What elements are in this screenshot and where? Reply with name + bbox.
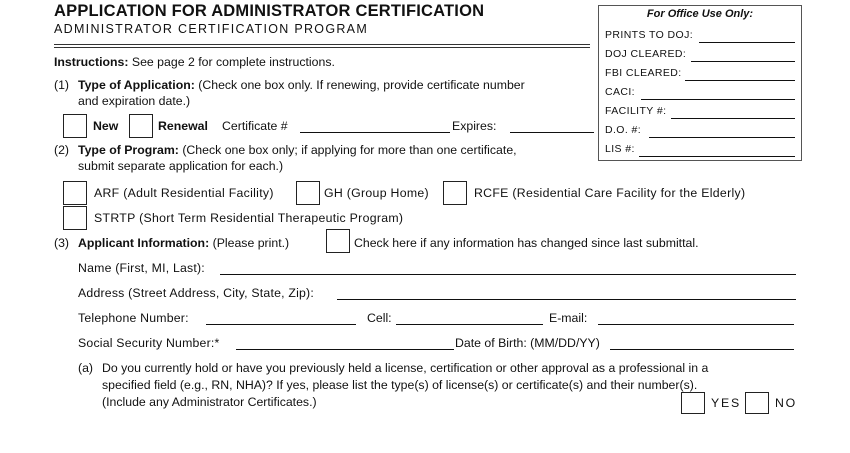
question-a-line1: Do you currently hold or have you previously held a license, certification or other approval as a professional in a xyxy=(102,361,709,375)
program-subtitle: ADMINISTRATOR CERTIFICATION PROGRAM xyxy=(54,22,369,36)
section-2-instructions: (Check one box only; if applying for more than one certificate, xyxy=(182,143,517,157)
lis-number-label: LIS #: xyxy=(605,143,635,155)
doj-cleared-field[interactable] xyxy=(691,61,795,62)
cell-label: Cell: xyxy=(367,311,392,325)
certificate-number-label: Certificate # xyxy=(222,119,288,133)
no-label: NO xyxy=(775,396,798,410)
strtp-label: STRTP (Short Term Residential Therapeutic Program) xyxy=(94,211,404,225)
renewal-checkbox[interactable] xyxy=(129,114,153,138)
yes-checkbox[interactable] xyxy=(681,392,705,414)
facility-number-label: FACILITY #: xyxy=(605,105,667,117)
address-field[interactable] xyxy=(337,299,796,300)
dob-label: Date of Birth: (MM/DD/YY) xyxy=(455,336,600,350)
section-2-line1 xyxy=(78,143,517,157)
gh-label: GH (Group Home) xyxy=(324,186,429,200)
caci-field[interactable] xyxy=(641,99,795,100)
gh-checkbox[interactable] xyxy=(296,181,320,205)
section-1-number: (1) xyxy=(54,78,70,92)
section-2-line2: submit separate application for each.) xyxy=(78,159,284,173)
ssn-label: Social Security Number:* xyxy=(78,336,220,350)
do-number-field[interactable] xyxy=(649,137,795,138)
form-title: APPLICATION FOR ADMINISTRATOR CERTIFICATION xyxy=(54,2,485,20)
no-checkbox[interactable] xyxy=(745,392,769,414)
telephone-field[interactable] xyxy=(206,324,356,325)
section-3-number: (3) xyxy=(54,236,70,250)
section-3-line1 xyxy=(78,236,289,250)
arf-label: ARF (Adult Residential Facility) xyxy=(94,186,274,200)
ssn-field[interactable] xyxy=(236,349,454,350)
renewal-label: Renewal xyxy=(158,119,208,133)
telephone-label: Telephone Number: xyxy=(78,311,189,325)
expires-label: Expires: xyxy=(452,119,497,133)
section-2-heading: Type of Program: xyxy=(78,143,179,157)
yes-label: YES xyxy=(711,396,742,410)
new-label: New xyxy=(93,119,119,133)
header-divider xyxy=(54,44,590,45)
fbi-cleared-label: FBI CLEARED: xyxy=(605,67,682,79)
address-label: Address (Street Address, City, State, Zip): xyxy=(78,286,314,300)
section-1-instructions: (Check one box only. If renewing, provide certificate number xyxy=(198,78,525,92)
do-number-label: D.O. #: xyxy=(605,124,642,136)
info-changed-checkbox[interactable] xyxy=(326,229,350,253)
question-a-line2: specified field (e.g., RN, NHA)? If yes, please list the type(s) of license(s) or certificate(s) and their number(s). xyxy=(102,378,698,392)
instructions xyxy=(54,55,335,69)
new-checkbox[interactable] xyxy=(63,114,87,138)
question-a-label: (a) xyxy=(78,361,94,375)
expires-field[interactable] xyxy=(510,132,594,133)
office-use-heading: For Office Use Only: xyxy=(646,8,754,20)
lis-number-field[interactable] xyxy=(639,156,795,157)
section-2-number: (2) xyxy=(54,143,70,157)
caci-label: CACI: xyxy=(605,86,636,98)
rcfe-label: RCFE (Residential Care Facility for the Elderly) xyxy=(474,186,746,200)
arf-checkbox[interactable] xyxy=(63,181,87,205)
facility-number-field[interactable] xyxy=(671,118,795,119)
info-changed-label: Check here if any information has changed since last submittal. xyxy=(354,236,699,250)
doj-cleared-label: DOJ CLEARED: xyxy=(605,48,687,60)
dob-field[interactable] xyxy=(610,349,794,350)
prints-to-doj-field[interactable] xyxy=(699,42,795,43)
email-label: E-mail: xyxy=(549,311,588,325)
cell-field[interactable] xyxy=(396,324,543,325)
name-label: Name (First, MI, Last): xyxy=(78,261,205,275)
instructions-label: Instructions: xyxy=(54,55,129,69)
prints-to-doj-label: PRINTS TO DOJ: xyxy=(605,29,694,41)
certificate-number-field[interactable] xyxy=(300,132,450,133)
section-1-line2: and expiration date.) xyxy=(78,94,191,108)
email-field[interactable] xyxy=(598,324,794,325)
header-divider-2 xyxy=(54,47,590,48)
name-field[interactable] xyxy=(220,274,796,275)
fbi-cleared-field[interactable] xyxy=(685,80,795,81)
instructions-text: See page 2 for complete instructions. xyxy=(131,55,335,69)
rcfe-checkbox[interactable] xyxy=(443,181,467,205)
question-a-line3: (Include any Administrator Certificates.) xyxy=(102,395,317,409)
section-1-line1 xyxy=(78,78,525,92)
strtp-checkbox[interactable] xyxy=(63,206,87,230)
please-print-note: (Please print.) xyxy=(212,236,290,250)
section-3-heading: Applicant Information: xyxy=(78,236,210,250)
section-1-heading: Type of Application: xyxy=(78,78,195,92)
office-use-box xyxy=(598,5,802,161)
